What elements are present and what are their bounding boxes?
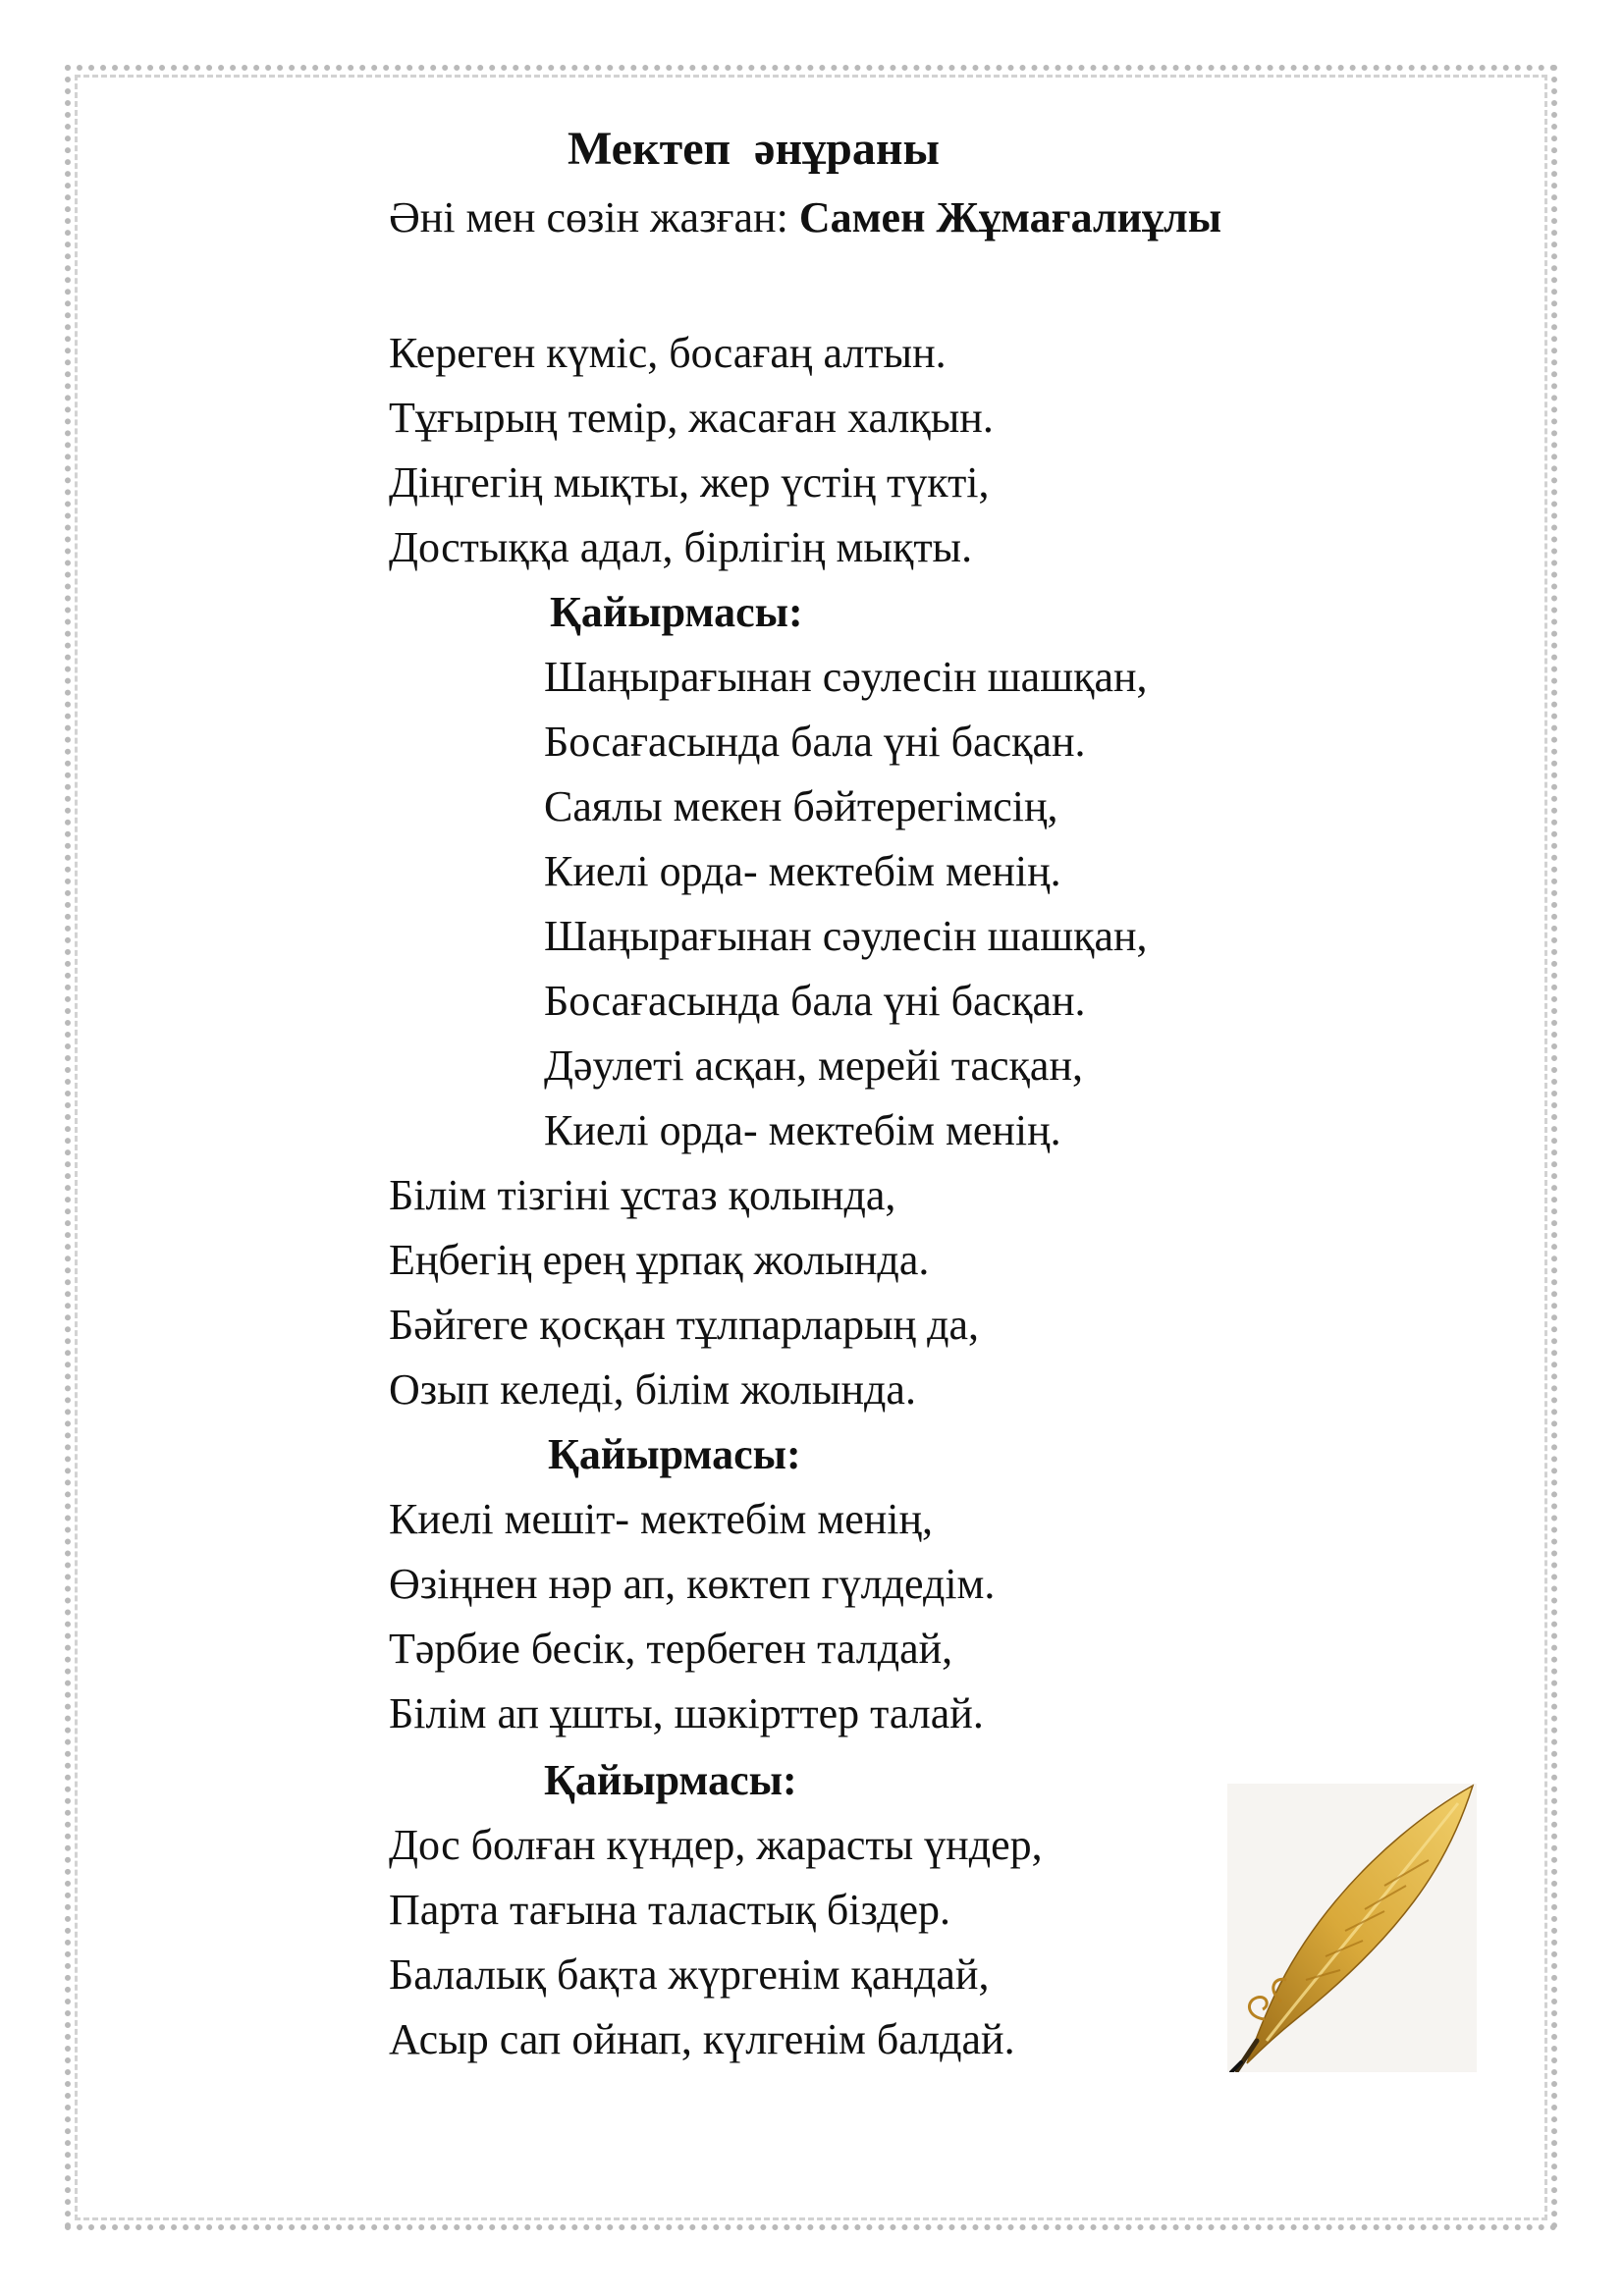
refrain-line-8: Киелі орда- мектебім менің. xyxy=(544,1106,1061,1154)
refrain-line-2: Босағасында бала үні басқан. xyxy=(544,718,1086,766)
verse2-line-3: Бәйгеге қосқан тұлпарларың да, xyxy=(389,1301,979,1349)
refrain-line-4: Киелі орда- мектебім менің. xyxy=(544,847,1061,895)
verse4-line-4: Асыр сап ойнап, күлгенім балдай. xyxy=(389,2015,1015,2063)
verse1-line-1: Кереген күміс, босағаң алтын. xyxy=(389,329,947,377)
refrain-line-3: Саялы мекен бәйтерегімсің, xyxy=(544,782,1058,830)
verse3-line-4: Білім ап ұшты, шәкірттер талай. xyxy=(389,1689,984,1737)
refrain-line-1: Шаңырағынан сәулесін шашқан, xyxy=(544,653,1148,701)
verse1-line-4: Достыққа адал, бірлігің мықты. xyxy=(389,523,973,571)
author-name: Самен Жұмағалиұлы xyxy=(798,193,1222,241)
verse1-line-3: Діңгегің мықты, жер үстің түкті, xyxy=(389,458,990,507)
refrain-line-5: Шаңырағынан сәулесін шашқан, xyxy=(544,912,1148,960)
anthem-title: Мектеп әнұраны xyxy=(568,123,940,175)
author-prefix: Әні мен сөзін жазған: xyxy=(389,193,799,241)
verse3-line-3: Тәрбие бесік, тербеген талдай, xyxy=(389,1625,953,1673)
verse1-line-2: Тұғырың темір, жасаған халқын. xyxy=(389,394,994,442)
refrain-line-7: Дәулеті асқан, мерейі тасқан, xyxy=(544,1041,1084,1090)
verse3-line-1: Киелі мешіт- мектебім менің, xyxy=(389,1495,934,1543)
verse4-line-1: Дос болған күндер, жарасты үндер, xyxy=(389,1821,1043,1869)
verse4-line-3: Балалық бақта жүргенім қандай, xyxy=(389,1950,990,1999)
refrain-label-2: Қайырмасы: xyxy=(548,1430,801,1478)
verse2-line-4: Озып келеді, білім жолында. xyxy=(389,1365,916,1414)
feather-quill-graphic xyxy=(1227,1784,1477,2072)
verse2-line-1: Білім тізгіні ұстаз қолында, xyxy=(389,1171,896,1219)
refrain-label-3: Қайырмасы: xyxy=(544,1756,797,1804)
feather-quill-icon xyxy=(1227,1784,1477,2072)
refrain-line-6: Босағасында бала үні басқан. xyxy=(544,977,1086,1025)
verse4-line-2: Парта тағына таластық біздер. xyxy=(389,1886,950,1934)
refrain-label-1: Қайырмасы: xyxy=(550,588,803,636)
verse2-line-2: Еңбегің ерең ұрпақ жолында. xyxy=(389,1236,930,1284)
verse3-line-2: Өзіңнен нәр ап, көктеп гүлдедім. xyxy=(389,1560,996,1608)
